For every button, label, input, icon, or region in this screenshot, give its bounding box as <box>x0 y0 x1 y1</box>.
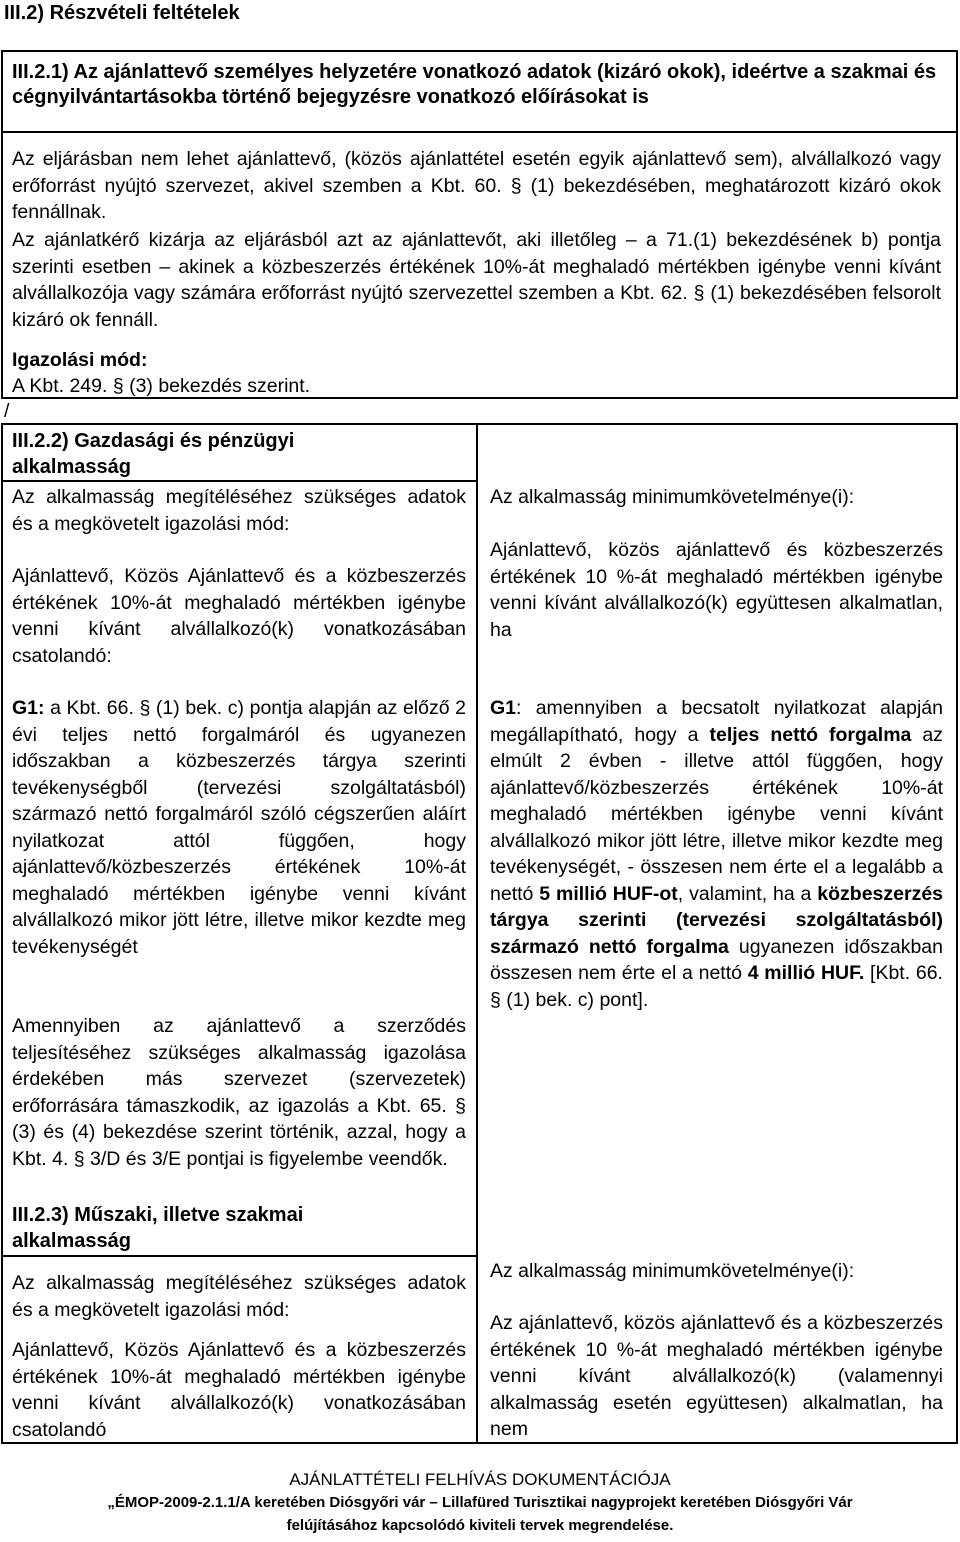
technical-applicants-paragraph: Ajánlattevő, Közös Ajánlattevő és a közbeszerzés értékének 10%-át meghaladó mértékben igénybe venni kívánt alvállalkozó(k) vonatkozásában csatolandó <box>12 1339 466 1441</box>
financial-g1-paragraph <box>12 695 466 960</box>
footer-title: AJÁNLATTÉTELI FELHÍVÁS DOKUMENTÁCIÓJA <box>289 1470 671 1489</box>
financial-minimum-paragraph: Ajánlattevő, közös ajánlattevő és közbeszerzés értékének 10 %-át meghaladó mértékben igénybe venni kívánt alvállalkozó(k) együttesen alkalmatlan, ha <box>490 539 943 641</box>
technical-minimum-intro: Az alkalmasság minimumkövetelménye(i): <box>490 1260 855 1282</box>
g1-text: : amennyiben a becsatolt nyilatkozat alapján megállapítható, hogy a <box>490 697 943 746</box>
g1-text: a Kbt. 66. § (1) bek. c) pontja alapján az előző 2 évi teljes nettó forgalmáról és ugyanezen időszakban a közbeszerzés tárgya szerinti tevékenységből (tervezési szolgáltatásból) származó nettó forgalmáról szóló cégszerűen aláírt nyilatkozat attól függően, hogy ajánlattevő/közbeszerzés értékének 10%-át meghaladó mértékben igénybe venni kívánt alvállalkozó mikor jött létre, illetve mikor kezdte meg tevékenységét <box>12 697 467 958</box>
financial-g1-requirement <box>490 695 943 1013</box>
financial-resource-paragraph: Amennyiben az ajánlattevő a szerződés teljesítéséhez szükséges alkalmasság igazolása érdekében más szervezet (szervezetek) erőforrására támaszkodik, az igazolás a Kbt. 65. § (3) és (4) bekezdése szerint történik, azzal, hogy a Kbt. 4. § 3/D és 3/E pontjai is figyelembe veendők. <box>12 1015 466 1170</box>
g1-bold: közbeszerzés tárgya szerinti (tervezési szolgáltatásból) származó nettó forgalma <box>490 882 944 958</box>
g1-text: [Kbt. 66. § (1) bek. c) pont]. <box>490 962 943 1011</box>
g1-text: , valamint, ha a <box>677 882 818 905</box>
financial-applicants-paragraph: Ajánlattevő, Közös Ajánlattevő és a közbeszerzés értékének 10%-át meghaladó mértékben igénybe venni kívánt alvállalkozó(k) vonatkozásában csatolandó: <box>12 565 466 667</box>
slash-mark: / <box>4 400 10 422</box>
title-divider <box>1 1255 476 1257</box>
footer-subject: felújításához kapcsolódó kiviteli tervek megrendelése. <box>286 1517 674 1534</box>
proof-text: A Kbt. 249. § (3) bekezdés szerint. <box>12 375 311 397</box>
section-title: III.2) Részvételi feltételek <box>4 2 240 24</box>
title-divider <box>1 131 958 133</box>
g1-text: ugyanezen időszakban összesen nem érte el a nettó <box>490 935 943 984</box>
proof-label: Igazolási mód: <box>12 349 148 371</box>
g1-bold: 4 millió HUF. <box>747 962 865 984</box>
technical-minimum-paragraph: Az ajánlattevő, közös ajánlattevő és a közbeszerzés értékének 10 %-át meghaladó mértékben igénybe venni kívánt alvállalkozó(k) (valamennyi alkalmasság esetén együttesen) alkalmatlan, ha nem <box>490 1312 943 1440</box>
g1-bold: teljes nettó forgalma <box>709 723 912 746</box>
financial-minimum-intro: Az alkalmasság minimumkövetelménye(i): <box>490 486 855 508</box>
exclusion-paragraph-2: Az ajánlatkérő kizárja az eljárásból azt az ajánlattevőt, aki illetőleg – a 71.(1) bekezdésének b) pontja szerinti esetben – akinek a közbeszerzés értékének 10%-át meghaladó mértékben igénybe venni kívánt alvállalkozója vagy számára erőforrást nyújtó szervezettel szemben a Kbt. 62. § (1) bekezdésében felsorolt kizáró ok fennáll. <box>12 229 941 331</box>
g1-label: G1: <box>12 697 45 719</box>
g1-label: G1 <box>490 697 517 719</box>
subsection-title-technical: III.2.3) Műszaki, illetve szakmai alkalmasság <box>12 1204 304 1252</box>
technical-data-intro: Az alkalmasság megítéléséhez szükséges adatok és a megkövetelt igazolási mód: <box>12 1272 466 1321</box>
g1-text: az elmúlt 2 évben - illetve attól függően, hogy ajánlattevő/közbeszerzés értékének 10%-át meghaladó mértékben igénybe venni kívánt alvállalkozó mikor jött létre, illetve mikor kezdte meg tevékenységét, - összesen nem érte el a legalább a nettó <box>490 723 943 905</box>
financial-data-intro: Az alkalmasság megítéléséhez szükséges adatok és a megkövetelt igazolási mód: <box>12 486 466 535</box>
title-divider <box>1 480 476 482</box>
footer-project: „ÉMOP-2009-2.1.1/A keretében Diósgyőri vár – Lillafüred Turisztikai nagyprojekt keretében Diósgyőri Vár <box>107 1494 853 1511</box>
g1-bold: 5 millió HUF-ot <box>539 882 678 905</box>
column-divider <box>476 423 478 1444</box>
subsection-title-financial: III.2.2) Gazdasági és pénzügyi alkalmasság <box>12 430 295 478</box>
subsection-title-personal: III.2.1) Az ajánlattevő személyes helyzetére vonatkozó adatok (kizáró okok), ideértve a szakmai és cégnyilvántartásokba történő bejegyzésre vonatkozó előírásokat is <box>12 61 937 108</box>
exclusion-paragraph: Az eljárásban nem lehet ajánlattevő, (közös ajánlattétel esetén egyik ajánlattevő sem), alvállalkozó vagy erőforrást nyújtó szervezet, akivel szemben a Kbt. 60. § (1) bekezdésében, meghatározott kizáró okok fennállnak. <box>12 148 941 223</box>
